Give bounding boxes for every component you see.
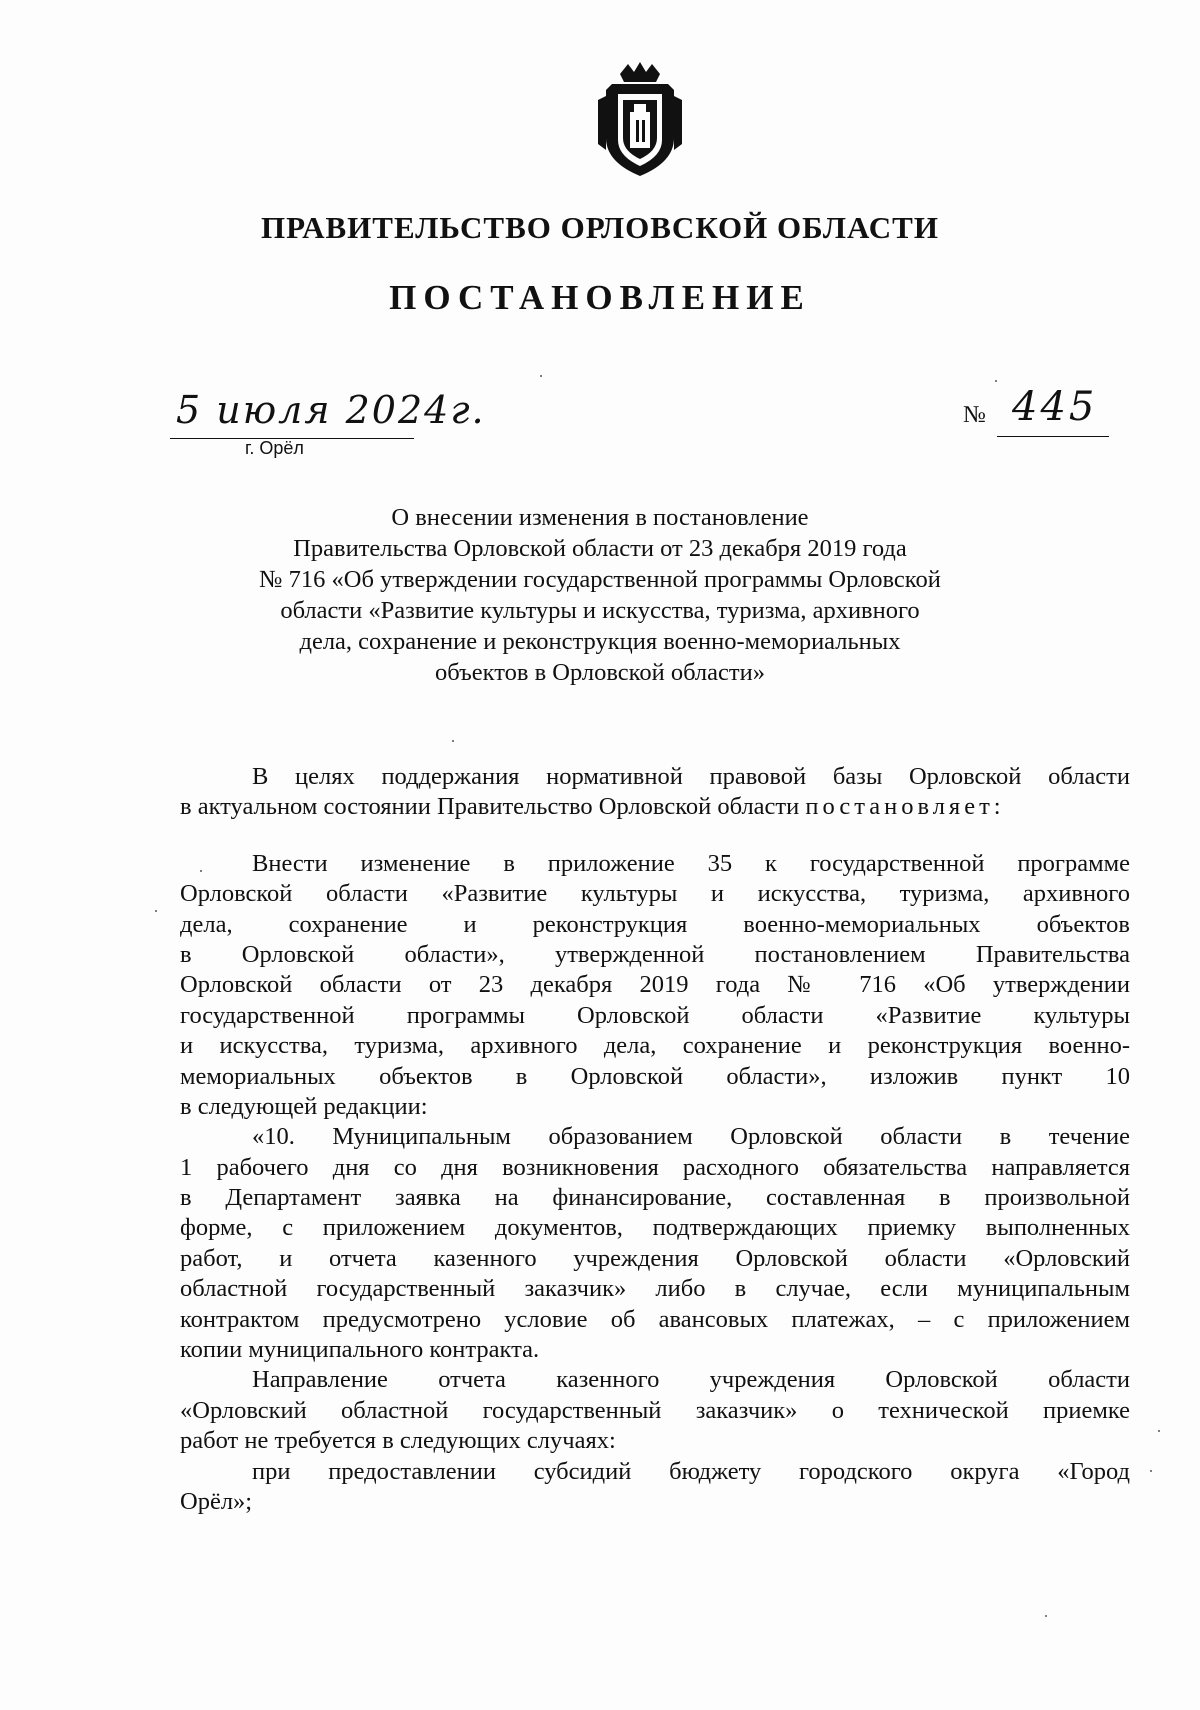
number-underline: [997, 436, 1109, 437]
title-line: дела, сохранение и реконструкция военно-мемориальных: [299, 628, 901, 655]
paragraph2-line: работ, и отчета казенного учреждения Орловской области «Орловский: [180, 1244, 1130, 1272]
scan-speck: [540, 375, 542, 377]
scan-speck: [995, 380, 997, 382]
title-line: О внесении изменения в постановление: [391, 504, 809, 531]
title-line: объектов в Орловской области»: [435, 659, 765, 686]
title-line: области «Развитие культуры и искусства, туризма, архивного: [280, 597, 920, 624]
paragraph2-line: областной государственный заказчик» либо в случае, если муниципальным: [180, 1275, 1130, 1303]
paragraph1-line: и искусства, туризма, архивного дела, сохранение и реконструкция военно-: [180, 1032, 1130, 1060]
preamble-text: в актуальном состоянии Правительство Орловской области: [180, 793, 800, 821]
city-label: г. Орёл: [245, 438, 304, 458]
scan-speck: [155, 910, 157, 912]
paragraph1-line: Внести изменение в приложение 35 к государственной программе: [252, 849, 1130, 877]
paragraph3-line: Направление отчета казенного учреждения Орловской области: [252, 1366, 1130, 1394]
paragraph1-line: в Орловской области», утвержденной постановлением Правительства: [180, 940, 1130, 968]
scan-speck: [1150, 1470, 1152, 1472]
scan-speck: [1045, 1615, 1047, 1617]
preamble-line: В целях поддержания нормативной правовой базы Орловской области: [252, 763, 1130, 790]
title-line: Правительства Орловской области от 23 декабря 2019 года: [293, 535, 907, 562]
preamble-line: [180, 792, 1130, 822]
paragraph2-line: контрактом предусмотрено условие об авансовых платежах, – с приложением: [180, 1305, 1130, 1333]
paragraph1-line: Орловской области «Развитие культуры и искусства, туризма, архивного: [180, 880, 1130, 908]
resolves-word: постановляет:: [805, 793, 1005, 821]
paragraph3-line: «Орловский областной государственный заказчик» о технической приемке: [180, 1396, 1130, 1424]
paragraph2-line: 1 рабочего дня со дня возникновения расходного обязательства направляется: [180, 1153, 1130, 1181]
paragraph1-line: дела, сохранение и реконструкция военно-мемориальных объектов: [180, 910, 1130, 938]
title-line: № 716 «Об утверждении государственной программы Орловской: [259, 566, 941, 593]
document-title: [180, 502, 1020, 688]
paragraph1-line: государственной программы Орловской области «Развитие культуры: [180, 1001, 1130, 1029]
paragraph1-line: мемориальных объектов в Орловской области», изложив пункт 10: [180, 1062, 1130, 1090]
handwritten-date: 5 июля 2024г.: [176, 388, 486, 432]
scan-speck: [200, 870, 202, 872]
scan-speck: [452, 740, 454, 742]
document-type: ПОСТАНОВЛЕНИЕ: [389, 278, 811, 317]
paragraph2-line: форме, с приложением документов, подтверждающих приемку выполненных: [180, 1214, 1130, 1242]
paragraph2-line: «10. Муниципальным образованием Орловской области в течение: [252, 1123, 1130, 1151]
document-body: [180, 762, 1130, 1517]
paragraph1-line: Орловской области от 23 декабря 2019 года № 716 «Об утверждении: [180, 971, 1130, 999]
paragraph2-line: копии муниципального контракта.: [180, 1336, 540, 1364]
scan-speck: [1158, 1430, 1160, 1432]
handwritten-number: 445: [1012, 384, 1098, 430]
government-name: ПРАВИТЕЛЬСТВО ОРЛОВСКОЙ ОБЛАСТИ: [261, 210, 939, 245]
paragraph2-line: в Департамент заявка на финансирование, составленная в произвольной: [180, 1184, 1130, 1212]
paragraph-gap: [180, 823, 1130, 849]
paragraph3-line: работ не требуется в следующих случаях:: [180, 1427, 616, 1455]
coat-of-arms-emblem: [590, 60, 690, 178]
number-label: №: [963, 402, 986, 428]
paragraph1-line: в следующей редакции:: [180, 1092, 428, 1120]
paragraph4-line: при предоставлении субсидий бюджету городского округа «Город: [252, 1457, 1130, 1485]
paragraph4-line: Орёл»;: [180, 1487, 253, 1515]
